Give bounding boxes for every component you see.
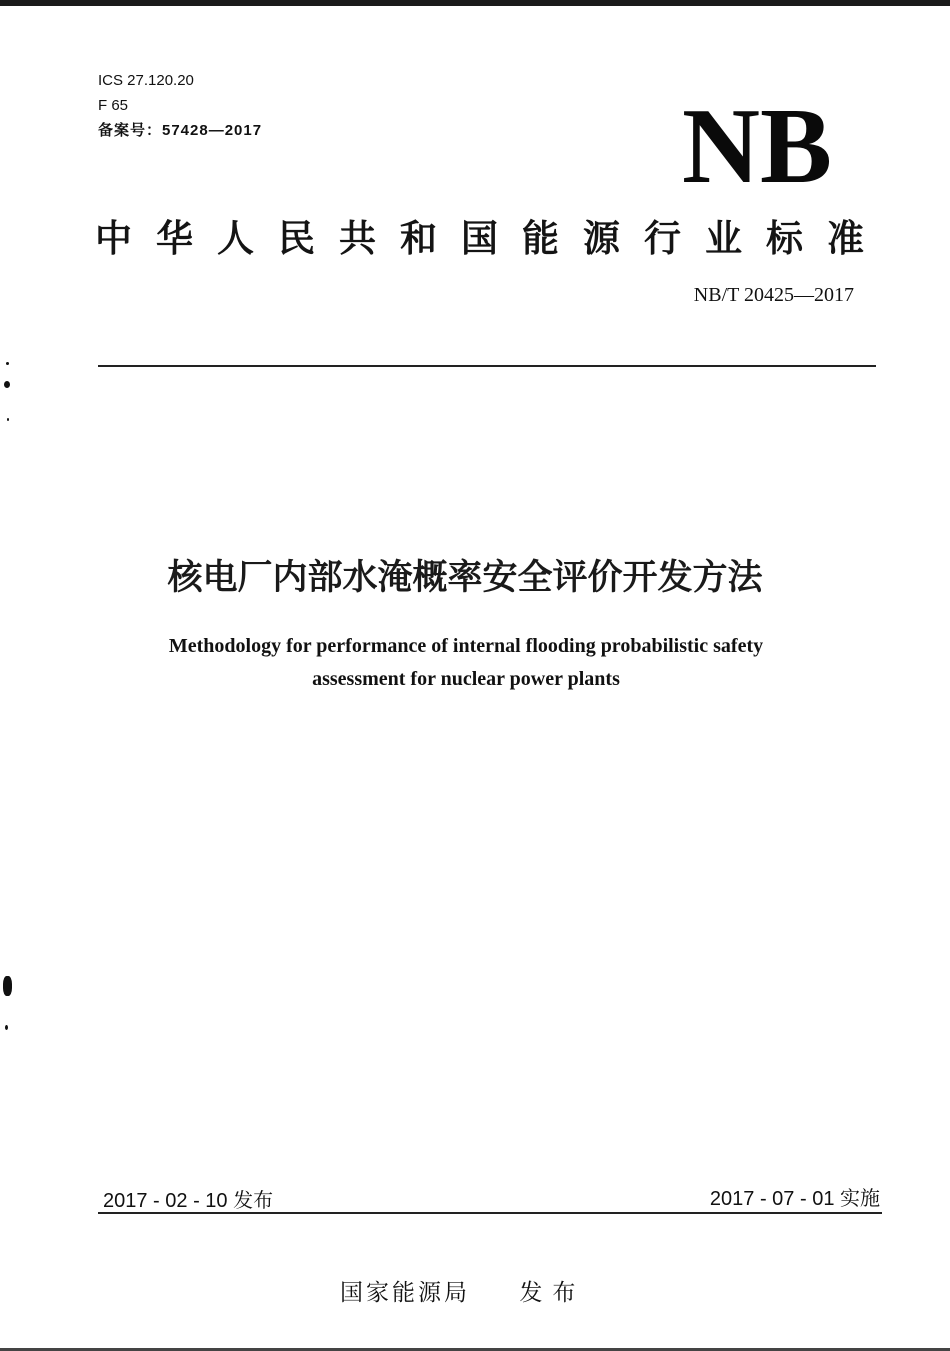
publisher-org: 国家能源局 xyxy=(340,1280,470,1306)
ccs-code: F 65 xyxy=(98,97,129,114)
english-title-line-2: assessment for nuclear power plants xyxy=(312,668,620,690)
nb-logo xyxy=(682,96,862,196)
ics-code: ICS 27.120.20 xyxy=(98,72,194,89)
scan-speck xyxy=(3,976,12,996)
record-number: 备案号：57428—2017 xyxy=(98,122,263,139)
standard-number: NB/T 20425—2017 xyxy=(693,284,854,306)
publisher-verb: 发布 xyxy=(519,1280,586,1306)
classification-block xyxy=(98,68,262,143)
scan-top-edge xyxy=(0,0,950,6)
scan-speck xyxy=(5,1025,8,1030)
header-divider xyxy=(98,365,876,367)
publisher-line xyxy=(340,1274,585,1307)
date-divider xyxy=(98,1212,882,1214)
nb-logo-text: NB xyxy=(682,96,833,196)
scan-speck xyxy=(4,381,10,388)
document-title-english xyxy=(0,630,932,696)
implementation-date: 2017 - 07 - 01 实施 xyxy=(709,1188,880,1210)
standard-category: 中华人民共和国能源行业标准 xyxy=(95,217,888,260)
document-title-chinese: 核电厂内部水淹概率安全评价开发方法 xyxy=(167,558,763,598)
issue-date: 2017 - 02 - 10 发布 xyxy=(103,1190,274,1212)
scan-speck xyxy=(6,362,9,365)
scan-speck xyxy=(7,418,9,421)
english-title-line-1: Methodology for performance of internal flooding probabilistic safety xyxy=(168,635,764,657)
